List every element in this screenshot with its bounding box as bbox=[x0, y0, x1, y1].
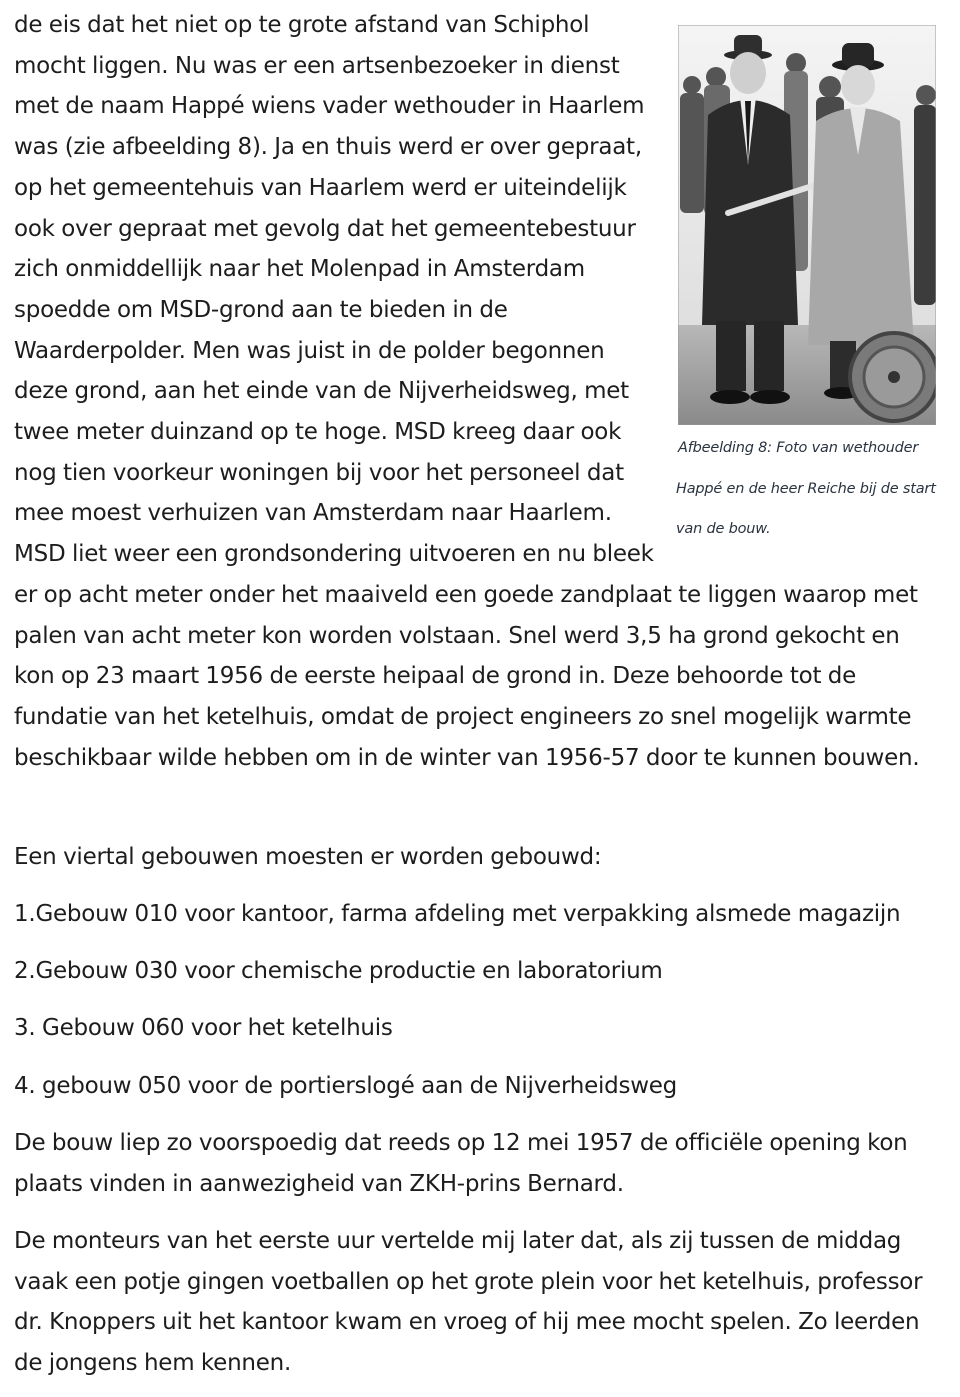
list-item: 3. Gebouw 060 voor het ketelhuis bbox=[14, 1015, 393, 1041]
historical-photo bbox=[678, 25, 936, 425]
figure-caption: Afbeelding 8: Foto van wethouder Happé en de heer Reiche bij de start van de bouw. bbox=[676, 440, 936, 538]
list-item: 1.Gebouw 010 voor kantoor, farma afdeling met verpakking alsmede magazijn bbox=[14, 901, 901, 927]
football-paragraph: De monteurs van het eerste uur vertelde mij later dat, als zij tussen de middag vaak een potje gingen voetballen op het grote plein voor het ketelhuis, professor dr. Knoppers uit het kantoor kwam en vroeg of hij mee mocht spelen. Zo leerden de jongens hem kennen. bbox=[14, 1228, 923, 1377]
list-item: 4. gebouw 050 voor de portierslogé aan de Nijverheidsweg bbox=[14, 1073, 678, 1099]
intro-paragraph bbox=[14, 5, 936, 778]
list-item: 2.Gebouw 030 voor chemische productie en laboratorium bbox=[14, 958, 663, 984]
photo-figure bbox=[676, 25, 936, 550]
opening-paragraph: De bouw liep zo voorspoedig dat reeds op 12 mei 1957 de officiële opening kon plaats vinden in aanwezigheid van ZKH-prins Bernard. bbox=[14, 1130, 908, 1197]
intro-text: de eis dat het niet op te grote afstand van Schiphol mocht liggen. Nu was er een artsenbezoeker in dienst met de naam Happé wiens vader wethouder in Haarlem was (zie afbeelding 8). Ja en thuis werd er over gepraat, op het gemeentehuis van Haarlem werd er uiteindelijk ook over gepraat met gevolg dat het gemeentebestuur zich onmiddellijk naar het Molenpad in Amsterdam spoedde om MSD-grond aan te bieden in de Waarderpolder. Men was juist in de polder begonnen deze grond, aan het einde van de Nijverheidsweg, met twee meter duinzand op te hoge. MSD kreeg daar ook nog tien voorkeur woningen bij voor het personeel dat mee moest verhuizen van Amsterdam naar Haarlem. MSD liet weer een grondsondering uitvoeren en nu bleek er op acht meter onder het maaiveld een goede zandplaat te liggen waarop met palen van acht meter kon worden volstaan. Snel werd 3,5 ha grond gekocht en kon op 23 maart 1956 de eerste heipaal de grond in. Deze behoorde tot de fundatie van het ketelhuis, omdat de project engineers zo snel mogelijk warmte beschikbaar wilde hebben om in de winter van 1956-57 door te kunnen bouwen. bbox=[14, 12, 920, 771]
buildings-intro: Een viertal gebouwen moesten er worden gebouwd: bbox=[14, 844, 602, 870]
